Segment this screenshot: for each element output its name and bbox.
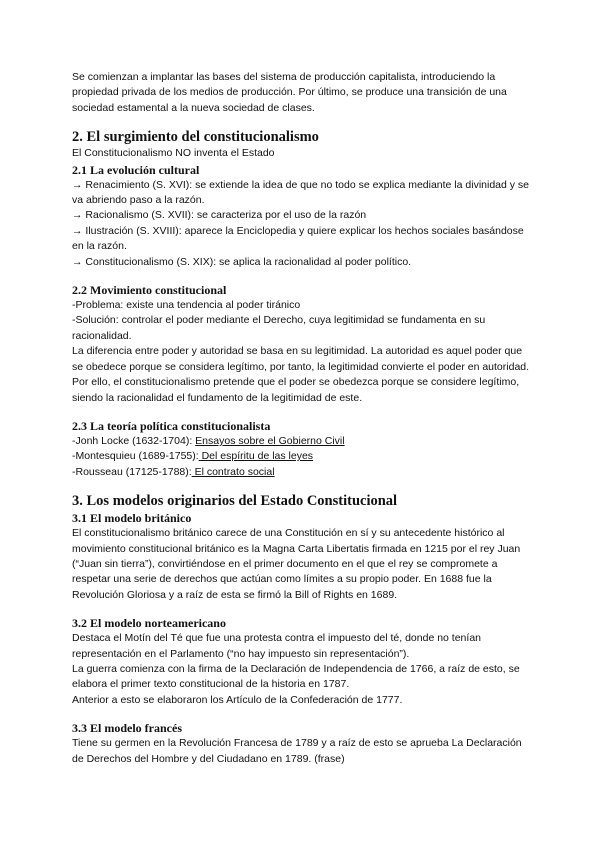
- author-line: [72, 449, 532, 464]
- section-2-2-heading: 2.2 Movimiento constitucional: [72, 283, 227, 298]
- author-name: -Jonh Locke (1632-1704):: [72, 434, 196, 447]
- section-2-heading: 2. El surgimiento del constitucionalismo: [72, 129, 319, 146]
- section-3-2-heading: 3.2 El modelo norteamericano: [72, 616, 226, 631]
- author-work: Del espíritu de las leyes: [198, 450, 314, 463]
- author-name: -Montesquieu (1689-1755):: [72, 450, 199, 463]
- list-item: → Racionalismo (S. XVII): se caracteriza por el uso de la razón: [72, 209, 367, 222]
- motin-te-paragraph: Destaca el Motín del Té que fue una protesta contra el impuesto del té, donde no tenían representación en el Parlamento (“no hay impuesto sin representación”).: [72, 632, 481, 660]
- author-line: [72, 434, 532, 449]
- intro-paragraph: Se comienzan a implantar las bases del sistema de producción capitalista, introduciendo la propiedad privada de los medios de producción. Por último, se produce una transición de una sociedad estamental a la nueva sociedad de clases.: [72, 71, 507, 114]
- problema-line: -Problema: existe una tendencia al poder tiránico: [72, 299, 301, 312]
- confederacion-paragraph: Anterior a esto se elaboraron los Artículo de la Confederación de 1777.: [72, 693, 403, 706]
- section-3-heading: 3. Los modelos originarios del Estado Constitucional: [72, 493, 398, 510]
- author-work: Ensayos sobre el Gobierno Civil: [195, 434, 345, 447]
- section-2-3-heading: 2.3 La teoría política constitucionalista: [72, 418, 271, 433]
- author-line: [72, 465, 532, 480]
- list-item: → Ilustración (S. XVIII): aparece la Enciclopedia y quiere explicar los hechos sociales basándose en la razón.: [72, 224, 524, 253]
- modelo-frances-paragraph: Tiene su germen en la Revolución Francesa de 1789 y a raíz de esto se aprueba La Declaración de Derechos del Hombre y del Ciudadano en 1789. (frase): [72, 737, 522, 765]
- list-item: → Renacimiento (S. XVI): se extiende la idea de que no todo se explica mediante la divinidad y se va abriendo paso a la razón.: [72, 178, 530, 207]
- legitimidad-paragraph: La diferencia entre poder y autoridad se basa en su legitimidad. La autoridad es aquel poder que se obedece porque se considera legítimo, por tanto, la legitimidad convierte el poder en autoridad. Por ello, el constitucionalismo pretende que el poder se obedezca porque se considere legítimo, siendo la racionalidad el fundamento de la legitimidad de este.: [72, 345, 530, 404]
- section-2-1-heading: 2.1 La evolución cultural: [72, 162, 200, 177]
- guerra-paragraph: La guerra comienza con la firma de la Declaración de Independencia de 1766, a raíz de esto, se elabora el primer texto constitucional de la historia en 1787.: [72, 662, 520, 691]
- section-3-3-heading: 3.3 El modelo francés: [72, 721, 182, 736]
- section-2-lead: El Constitucionalismo NO inventa el Estado: [72, 147, 275, 160]
- list-item: → Constitucionalismo (S. XIX): se aplica la racionalidad al poder político.: [72, 255, 412, 268]
- modelo-britanico-paragraph: El constitucionalismo británico carece de una Constitución en sí y su antecedente histórico al movimiento constitucional británico es la Magna Carta Libertatis firmada en 1215 por el rey Juan (“Juan sin tierra”), convirtiéndose en el primer documento en el que el rey se compromete a respetar una serie de derechos que actúan como límites a su propio poder. En 1688 fue la Revolución Gloriosa y a raíz de esta se firmó la Bill of Rights en 1689.: [72, 527, 521, 601]
- author-work: El contrato social: [191, 465, 275, 478]
- section-3-1-heading: 3.1 El modelo británico: [72, 511, 192, 526]
- document-content: [72, 70, 532, 767]
- solucion-line: -Solución: controlar el poder mediante el Derecho, cuya legitimidad se fundamenta en su racionalidad.: [72, 314, 486, 342]
- author-name: -Rousseau (17125-1788):: [72, 465, 192, 478]
